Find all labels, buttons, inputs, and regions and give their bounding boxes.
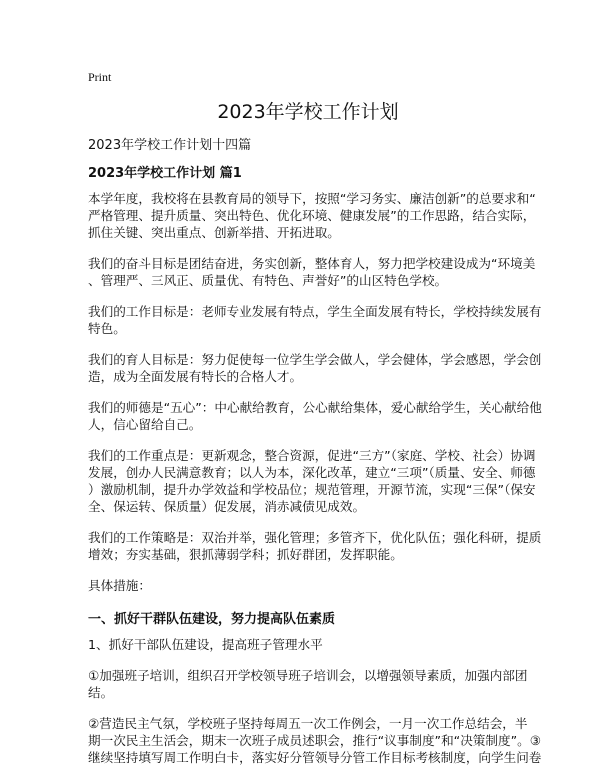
paragraph-line: 继续坚持填写周工作明白卡，落实好分管领导分管工作目标考核制度，向学生问卷 — [88, 750, 542, 765]
paragraph — [88, 577, 528, 594]
paragraph-line: 、管理严、三风正、质量优、有特色、声誉好”的山区特色学校。 — [88, 273, 448, 288]
paragraph — [88, 303, 542, 337]
paragraph — [88, 255, 536, 289]
paragraph-line: ）激励机制，提升办学效益和学校品位；规范管理，开源节流，实现“三保”（保安 — [88, 482, 536, 497]
print-link[interactable]: Print — [88, 70, 112, 84]
paragraph-line: ①加强班子培训，组织召开学校领导班子培训会，以增强领导素质，加强内部团 — [88, 668, 528, 683]
paragraph-line: 1、抓好干部队伍建设，提高班子管理水平 — [88, 637, 323, 652]
paragraph — [88, 529, 542, 563]
paragraph — [88, 190, 536, 241]
paragraph-line: 我们的工作目标是：老师专业发展有特点，学生全面发展有特长，学校持续发展有 — [88, 304, 542, 319]
paragraph — [88, 636, 528, 653]
paragraph-line: 我们的工作重点是：更新观念，整合资源，促进“三方”（家庭、学校、社会）协调 — [88, 448, 536, 463]
page-title: 2023年学校工作计划 — [217, 101, 399, 123]
paragraph-line: 人，信心留给自己。 — [88, 417, 202, 432]
section-heading: 2023年学校工作计划 篇1 — [88, 166, 242, 181]
paragraph-line: 具体措施： — [88, 578, 151, 593]
paragraph-line: 特色。 — [88, 321, 126, 336]
paragraph-line: 我们的师德是“五心”：中心献给教育，公心献给集体，爱心献给学生，关心献给他 — [88, 400, 542, 415]
document-subtitle: 2023年学校工作计划十四篇 — [88, 138, 252, 153]
paragraph — [88, 399, 542, 433]
paragraph-line: 发展，创办人民满意教育；以人为本，深化改革，建立“三项”（质量、安全、师德 — [88, 465, 536, 480]
document-body — [88, 162, 542, 766]
paragraph-line: 我们的工作策略是：双治并举，强化管理；多管齐下，优化队伍；强化科研，提质 — [88, 530, 542, 545]
paragraph — [88, 715, 542, 766]
section-heading: 一、抓好干群队伍建设，努力提高队伍素质 — [88, 612, 336, 627]
paragraph-line: 结。 — [88, 685, 114, 700]
paragraph-line: 期一次民主生活会，期末一次班子成员述职会，推行“议事制度”和“决策制度”。③ — [88, 733, 541, 748]
paragraph — [88, 351, 542, 385]
paragraph-line: 我们的奋斗目标是团结奋进，务实创新，整体育人，努力把学校建设成为“环境美 — [88, 256, 536, 271]
paragraph-line: 抓住关键、突出重点、创新举措、开拓进取。 — [88, 225, 340, 240]
paragraph-line: 造，成为全面发展有特长的合格人才。 — [88, 369, 303, 384]
paragraph — [88, 447, 536, 515]
paragraph-line: ②营造民主气氛，学校班子坚持每周五一次工作例会，一月一次工作总结会，半 — [88, 716, 528, 731]
paragraph — [88, 667, 528, 701]
paragraph-line: 我们的育人目标是：努力促使每一位学生学会做人，学会健体，学会感恩，学会创 — [88, 352, 542, 367]
paragraph-line: 全、保运转、保质量）促发展，消赤减债见成效。 — [88, 499, 366, 514]
document-page — [88, 70, 542, 780]
paragraph-line: 本学年度，我校将在县教育局的领导下，按照“学习务实、廉洁创新”的总要求和“ — [88, 191, 536, 206]
paragraph-line: 增效；夯实基础，狠抓薄弱学科；抓好群团，发挥职能。 — [88, 547, 403, 562]
paragraph-line: 严格管理、提升质量、突出特色、优化环境、健康发展”的工作思路，结合实际， — [88, 208, 536, 223]
